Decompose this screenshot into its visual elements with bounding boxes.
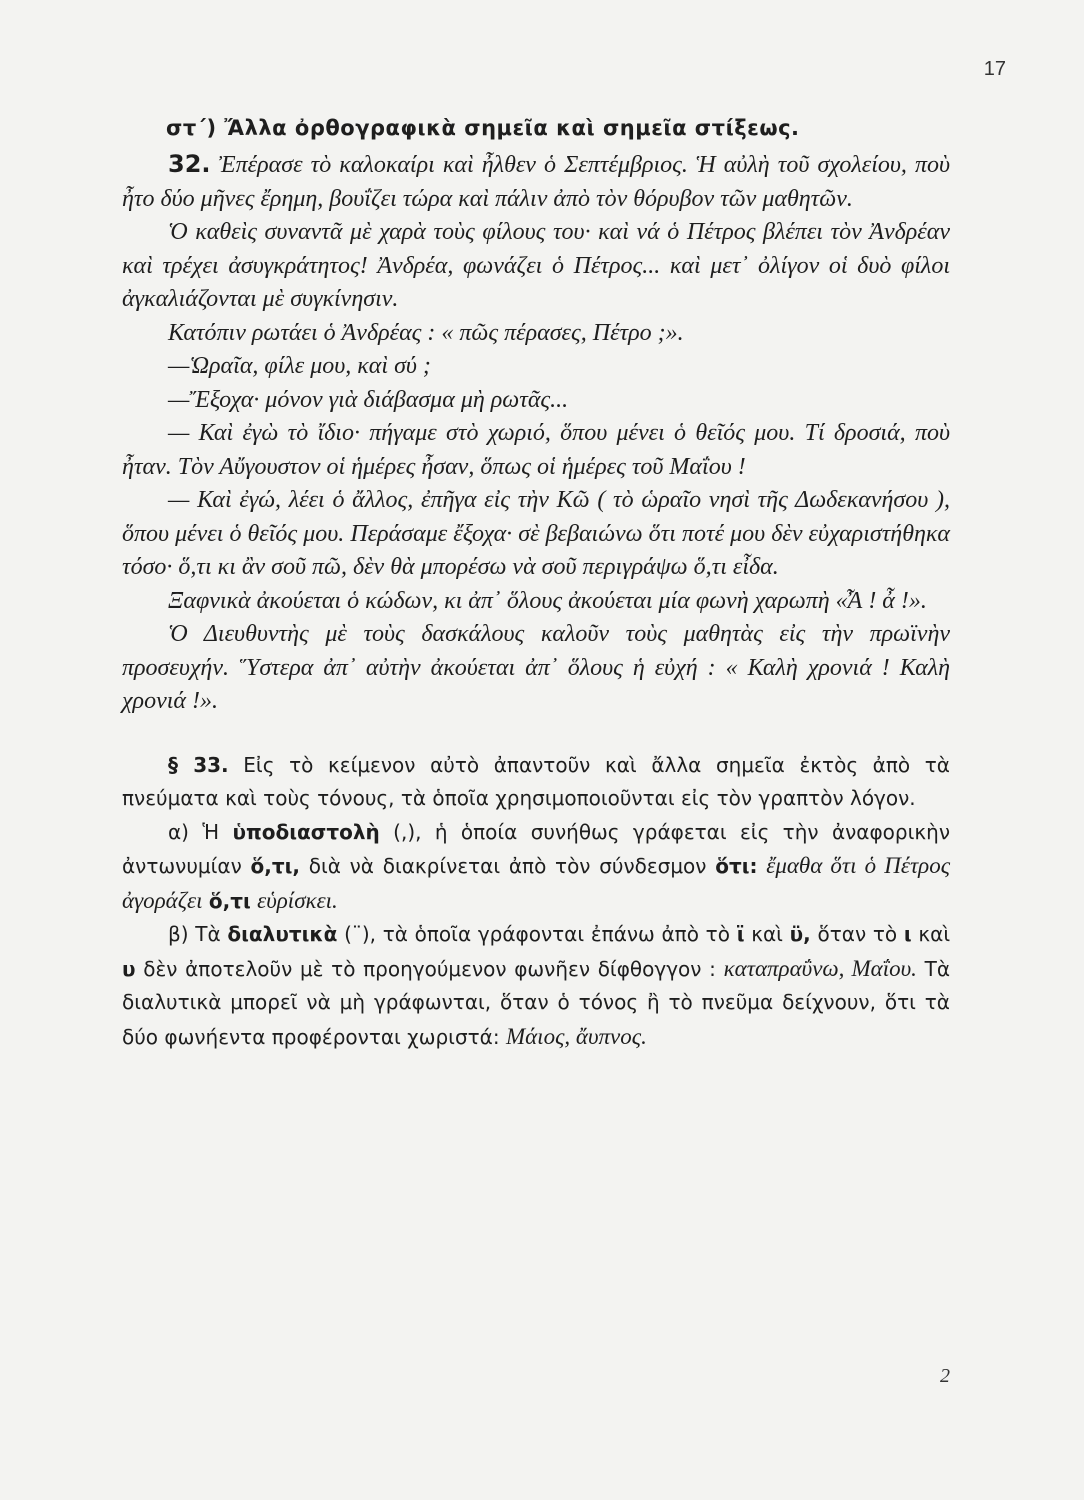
page-number: 17 (983, 58, 1006, 80)
section-heading: στ΄) Ἄλλα ὀρθογραφικὰ σημεῖα καὶ σημεῖα στίξεως. (166, 116, 800, 140)
section-gap (122, 719, 950, 749)
paragraph-32-9: Ὁ Διευθυντὴς μὲ τοὺς δασκάλους καλοῦν τοὺς μαθητὰς εἰς τὴν πρωϊνὴν προσευχήν. Ὕστερα ἀπ᾿ αὐτὴν ἀκούεται ἀπ᾿ ὅλους ἡ εὐχή : « Καλὴ χρονιά ! Καλὴ χρονιά !». (122, 621, 950, 714)
dialogue-line-3: — Καὶ ἐγὼ τὸ ἴδιο· πήγαμε στὸ χωριό, ὅπου μένει ὁ θεῖός μου. Τί δροσιά, ποὺ ἦταν. Τὸν Αὔγουστον οἱ ἡμέρες ἦσαν, ὅπως οἱ ἡμέρες τοῦ Μαΐου ! (122, 420, 950, 480)
paragraph-32-1: 32. Ἐπέρασε τὸ καλοκαίρι καὶ ἦλθεν ὁ Σεπτέμβριος. Ἡ αὐλὴ τοῦ σχολείου, ποὺ ἦτο δύο μῆνες ἔρημη, βουΐζει τώρα καὶ πάλιν ἀπὸ τὸν θόρυβον τῶν μαθητῶν. (122, 150, 951, 212)
paragraph-33-a: α) Ἡ ὑποδιαστολὴ (,), ἡ ὁποία συνήθως γράφεται εἰς τὴν ἀναφορικὴν ἀντωνυμίαν ὅ,τι, διὰ νὰ διακρίνεται ἀπὸ τὸν σύνδεσμον ὅτι: ἔμαθα ὅτι ὁ Πέτρος ἀγοράζει ὅ,τι εὑρίσκει. (122, 819, 951, 913)
paragraph-33-intro: § 33. Εἰς τὸ κείμενον αὐτὸ ἀπαντοῦν καὶ ἄλλα σημεῖα ἐκτὸς ἀπὸ τὰ πνεύματα καὶ τοὺς τόνους, τὰ ὁποῖα χρησιμοποιοῦνται εἰς τὸν γραπτὸν λόγον. (122, 752, 950, 810)
paragraph-32-8: Ξαφνικὰ ἀκούεται ὁ κώδων, κι ἀπ᾿ ὅλους ἀκούεται μία φωνὴ χαρωπὴ «Ἆ ! ἆ !». (168, 587, 927, 614)
dialogue-line-1: —Ὡραῖα, φίλε μου, καὶ σύ ; (168, 353, 431, 379)
page-body (122, 116, 950, 1054)
paragraph-32-2: Ὁ καθεὶς συναντᾶ μὲ χαρὰ τοὺς φίλους του· καὶ νά ὁ Πέτρος βλέπει τὸν Ἀνδρέαν καὶ τρέχει ἀσυγκράτητος! Ἀνδρέα, φωνάζει ὁ Πέτρος... καὶ μετ᾿ ὀλίγον οἱ δυὸ φίλοι ἀγκαλιάζονται μὲ συγκίνησιν. (122, 219, 950, 312)
signature-mark: 2 (940, 1365, 950, 1387)
dialogue-line-4: — Καὶ ἐγώ, λέει ὁ ἄλλος, ἐπῆγα εἰς τὴν Κῶ ( τὸ ὡραῖο νησὶ τῆς Δωδεκανήσου ), ὅπου μένει ὁ θεῖός μου. Περάσαμε ἔξοχα· σὲ βεβαιώνω ὅτι ποτέ μου δὲν εὐχαριστήθηκα τόσο· ὅ,τι κι ἂν σοῦ πῶ, δὲν θὰ μπορέσω νὰ σοῦ περιγράψω ὅ,τι εἶδα. (122, 487, 950, 580)
paragraph-32-3: Κατόπιν ρωτάει ὁ Ἀνδρέας : « πῶς πέρασες, Πέτρο ;». (168, 319, 684, 346)
section-number-32: 32. (168, 150, 211, 178)
term-dialytika: διαλυτικὰ (227, 922, 338, 946)
section-number-33: § 33. (168, 752, 229, 777)
paragraph-33-b: β) Τὰ διαλυτικὰ (¨), τὰ ὁποῖα γράφονται ἐπάνω ἀπὸ τὸ ϊ καὶ ϋ, ὅταν τὸ ι καὶ υ δὲν ἀποτελοῦν μὲ τὸ προηγούμενον φωνῆεν δίφθογγον : καταπραΰνω, Μαΐου. Τὰ διαλυτικὰ μπορεῖ νὰ μὴ γράφωνται, ὅταν ὁ τόνος ἢ τὸ πνεῦμα δείχνουν, ὅτι τὰ δύο φωνήεντα προφέρονται χωριστά: Μάιος, ἄυπνος. (122, 922, 951, 1049)
term-hypodiastole: ὑποδιαστολὴ (232, 819, 380, 844)
dialogue-line-2: —Ἔξοχα· μόνον γιὰ διάβασμα μὴ ρωτᾶς... (168, 386, 569, 413)
